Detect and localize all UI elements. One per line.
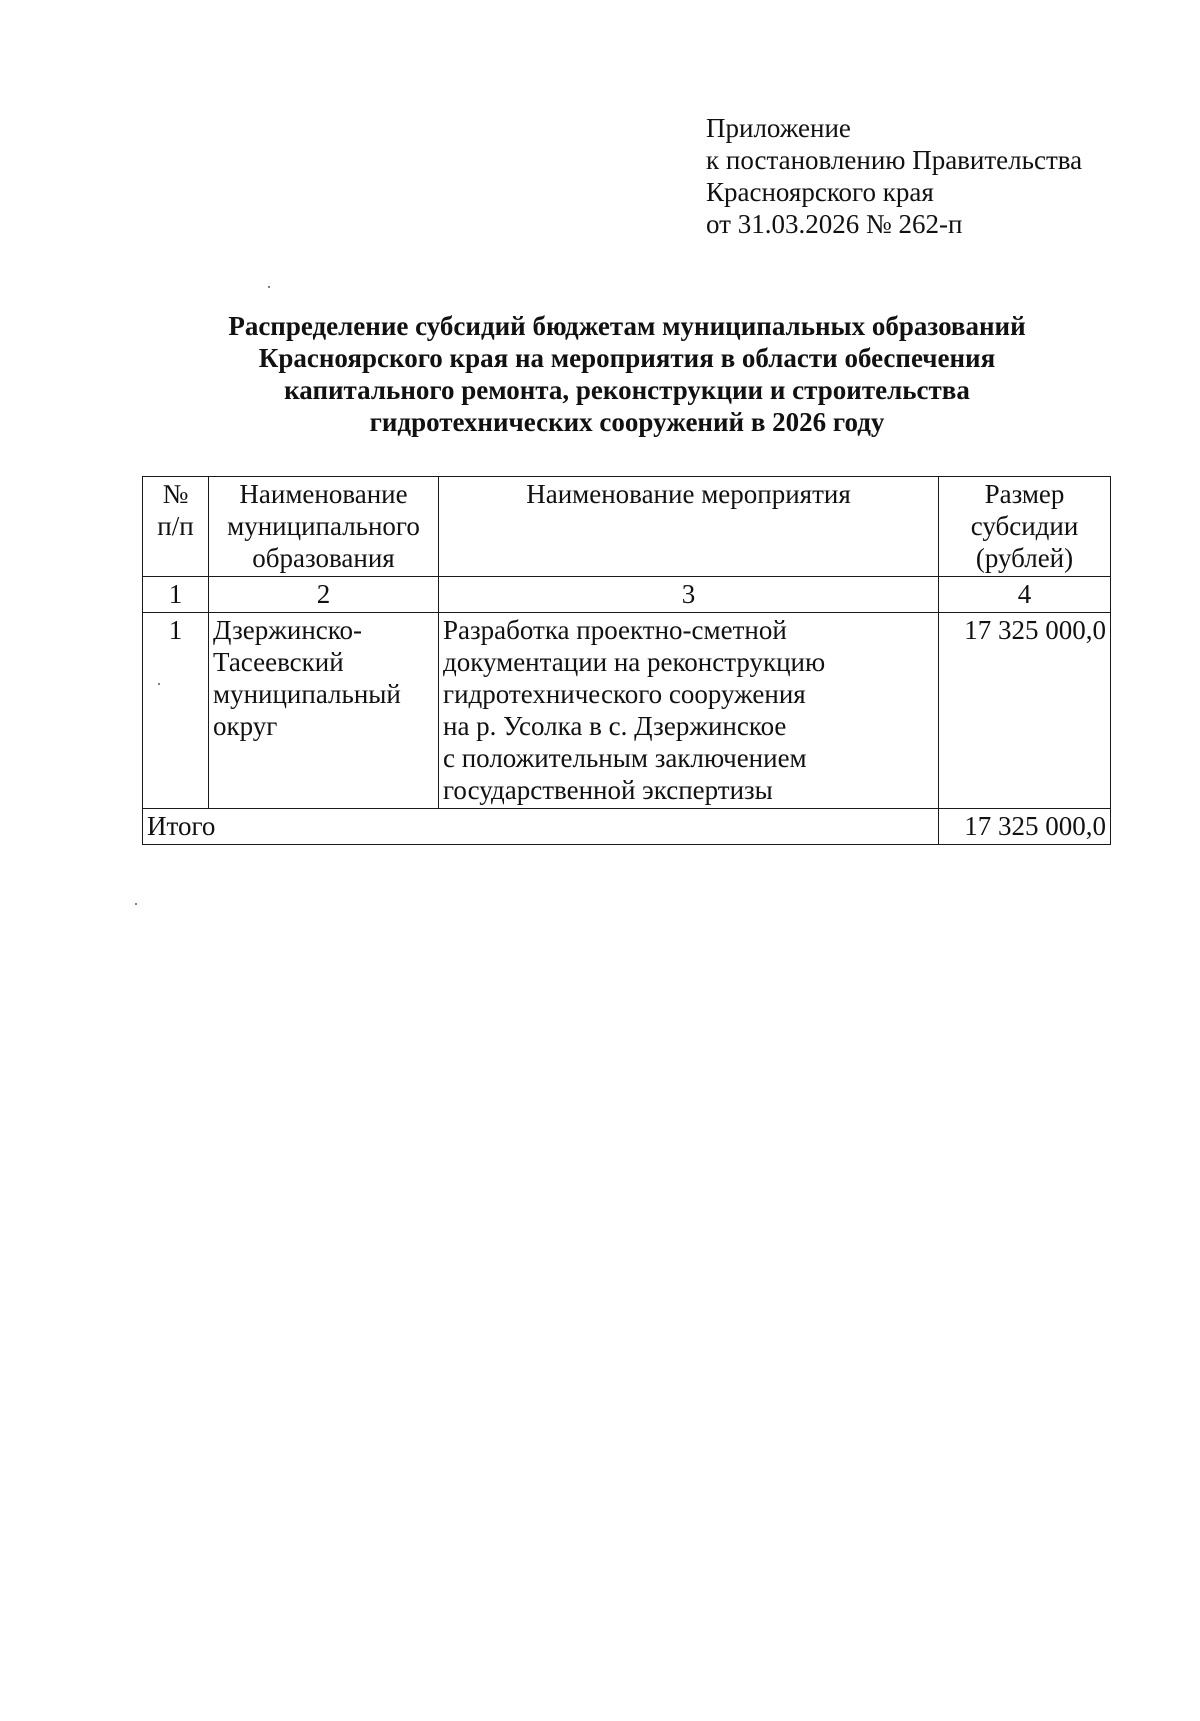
row-activity	[439, 613, 939, 809]
cell-line: с положительным заключением	[443, 743, 807, 773]
cell-line: на р. Усолка в с. Дзержинское	[443, 711, 787, 741]
scan-speck	[135, 903, 137, 905]
header-text: Наименование мероприятия	[526, 479, 851, 509]
cell-line: документации на реконструкцию	[443, 647, 826, 677]
title-line: гидротехнических сооружений в 2026 году	[369, 407, 885, 437]
cell-line: Дзержинско-	[213, 615, 363, 645]
row-amount: 17 325 000,0	[939, 613, 1111, 809]
column-number: 4	[939, 577, 1111, 613]
total-row	[143, 809, 1111, 845]
row-number: 1	[143, 613, 209, 809]
annex-line: от 31.03.2026 № 262-п	[706, 209, 963, 239]
table-row	[143, 613, 1111, 809]
cell-line: округ	[213, 711, 278, 741]
row-municipality	[209, 613, 439, 809]
header-text: №	[162, 479, 189, 509]
header-text: муниципального	[227, 511, 420, 541]
annex-line: к постановлению Правительства	[706, 145, 1083, 175]
column-number: 2	[209, 577, 439, 613]
header-text: образования	[252, 543, 395, 573]
table-header-row	[143, 477, 1111, 577]
header-number	[143, 477, 209, 577]
total-amount: 17 325 000,0	[939, 809, 1111, 845]
cell-line: государственной экспертизы	[443, 775, 773, 805]
header-text: Размер	[984, 479, 1065, 509]
header-activity	[439, 477, 939, 577]
annex-line: Приложение	[706, 113, 851, 143]
header-text: субсидии	[970, 511, 1079, 541]
annex-line: Красноярского края	[706, 177, 934, 207]
title-line: капитального ремонта, реконструкции и строительства	[284, 375, 970, 405]
column-number: 1	[143, 577, 209, 613]
title-line: Распределение субсидий бюджетам муниципальных образований	[228, 311, 1026, 341]
header-text: (рублей)	[975, 543, 1074, 573]
column-number: 3	[439, 577, 939, 613]
header-municipality	[209, 477, 439, 577]
cell-line: гидротехнического сооружения	[443, 679, 806, 709]
cell-line: Разработка проектно-сметной	[443, 615, 787, 645]
document-title	[142, 310, 1112, 438]
column-number-row	[143, 577, 1111, 613]
subsidy-table	[142, 476, 1111, 845]
annex-header	[706, 112, 1082, 240]
header-text: Наименование	[239, 479, 408, 509]
header-text: п/п	[157, 511, 194, 541]
total-label: Итого	[143, 809, 939, 845]
cell-line: Тасеевский	[213, 647, 344, 677]
cell-line: муниципальный	[213, 679, 401, 709]
header-amount	[939, 477, 1111, 577]
title-line: Красноярского края на мероприятия в области обеспечения	[258, 343, 996, 373]
scan-speck	[268, 286, 270, 288]
